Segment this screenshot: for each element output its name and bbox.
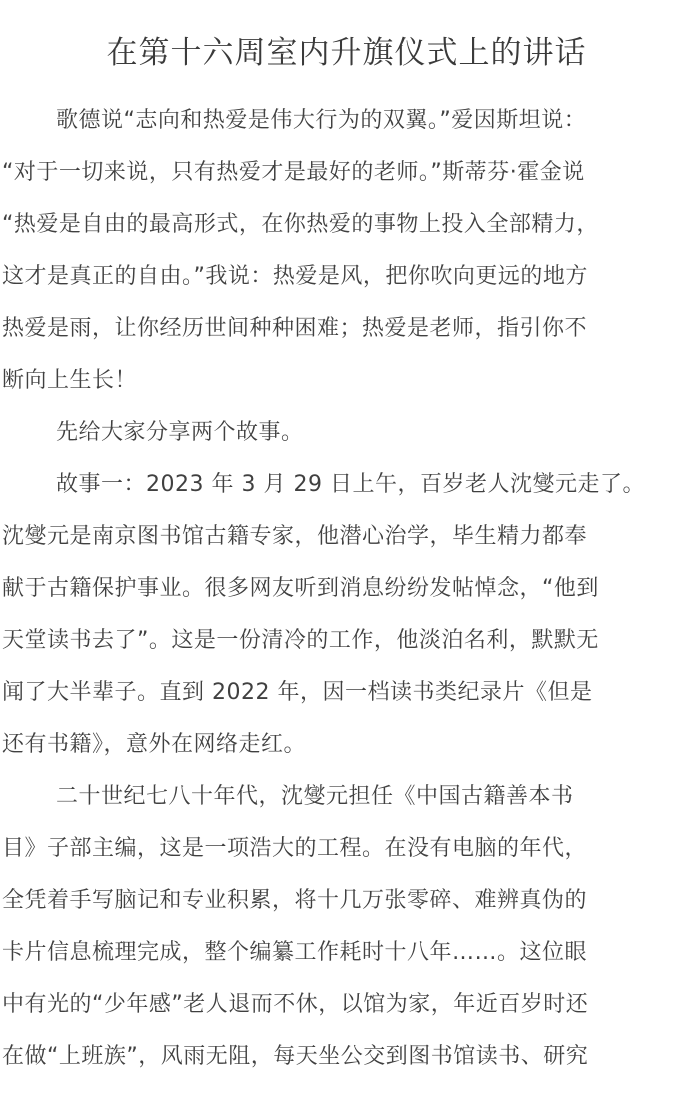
paragraph-line: 中有光的“少年感”老人退而不休，以馆为家，年近百岁时还 — [2, 992, 589, 1017]
paragraph-line: 这才是真正的自由。”我说：热爱是风，把你吹向更远的地方 — [2, 264, 588, 289]
paragraph-line: 全凭着手写脑记和专业积累，将十几万张零碎、难辨真伪的 — [2, 888, 588, 913]
paragraph-line: 沈燮元是南京图书馆古籍专家，他潜心治学，毕生精力都奉 — [2, 524, 588, 549]
document-title: 在第十六周室内升旗仪式上的讲话 — [106, 35, 587, 71]
paragraph-line: 在做“上班族”，风雨无阻，每天坐公交到图书馆读书、研究 — [2, 1044, 589, 1069]
paragraph-line: 目》子部主编，这是一项浩大的工程。在没有电脑的年代， — [2, 836, 588, 861]
paragraph-line: 二十世纪七八十年代，沈燮元担任《中国古籍善本书 — [56, 784, 574, 809]
paragraph-line: “热爱是自由的最高形式，在你热爱的事物上投入全部精力， — [2, 212, 599, 237]
paragraph-line: “对于一切来说，只有热爱才是最好的老师。”斯蒂芬·霍金说 — [2, 160, 585, 185]
paragraph-line: 热爱是雨，让你经历世间种种困难；热爱是老师，指引你不 — [2, 316, 588, 341]
paragraph-story-one-continued — [2, 771, 693, 1083]
paragraph-line: 闻了大半辈子。直到 2022 年，因一档读书类纪录片《但是 — [2, 680, 593, 705]
paragraph-line: 歌德说“志向和热爱是伟大行为的双翼。”爱因斯坦说： — [56, 108, 587, 133]
paragraph-line: 断向上生长！ — [2, 368, 138, 393]
paragraph-line: 还有书籍》，意外在网络走红。 — [2, 732, 307, 757]
paragraph-line: 先给大家分享两个故事。 — [56, 420, 304, 445]
paragraph-quotes — [2, 95, 693, 407]
paragraph-line: 故事一：2023 年 3 月 29 日上午，百岁老人沈燮元走了。 — [56, 472, 645, 497]
paragraph-line: 卡片信息梳理完成，整个编纂工作耗时十八年……。这位眼 — [2, 940, 588, 965]
paragraph-story-one — [2, 459, 693, 771]
paragraph-line: 天堂读书去了”。这是一份清冷的工作，他淡泊名利，默默无 — [2, 628, 599, 653]
document-body — [0, 95, 693, 1083]
paragraph-line: 献于古籍保护事业。很多网友听到消息纷纷发帖悼念，“他到 — [2, 576, 599, 601]
paragraph-intro — [2, 407, 693, 459]
